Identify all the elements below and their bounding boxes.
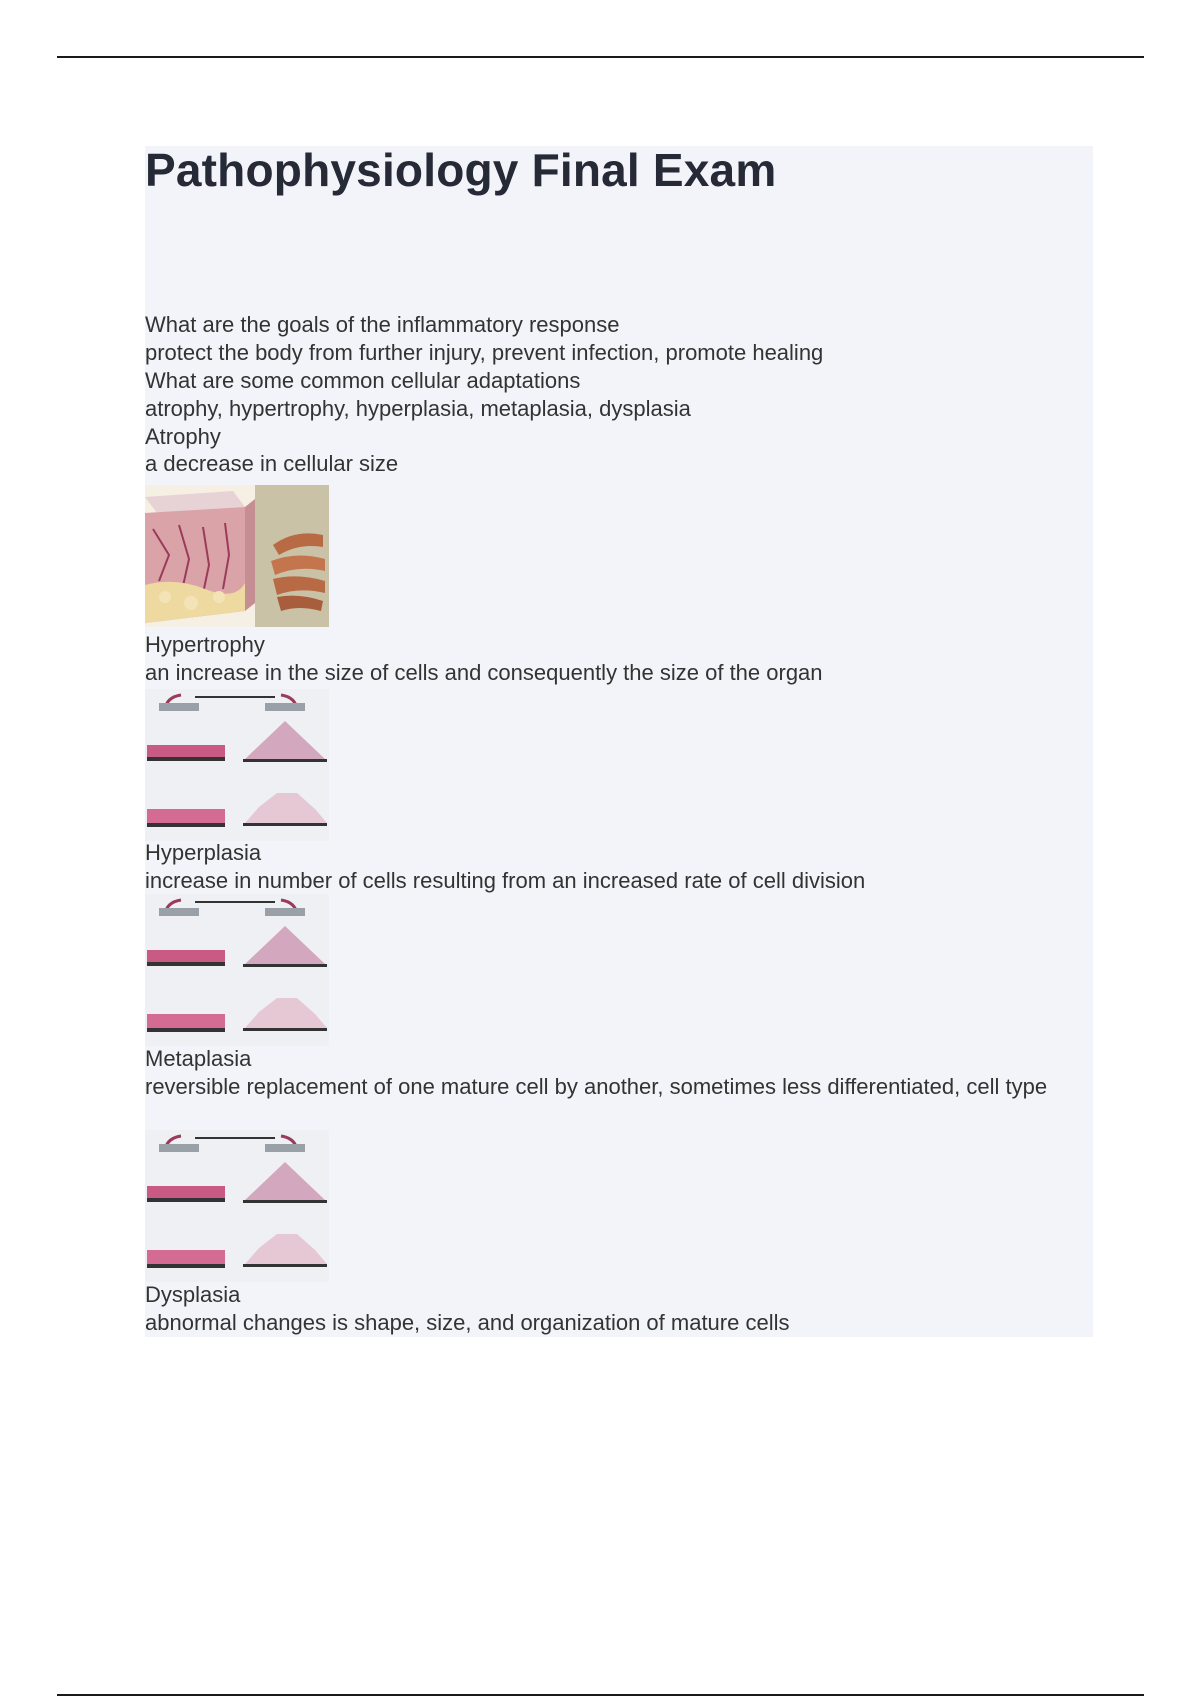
question-inflammatory-goals: What are the goals of the inflammatory response: [145, 312, 620, 337]
term-hyperplasia: Hyperplasia: [145, 840, 262, 865]
definition-metaplasia: reversible replacement of one mature cell by another, sometimes less differentiated, cell type: [145, 1074, 1048, 1099]
term-hypertrophy: Hypertrophy: [145, 632, 265, 657]
definition-hyperplasia: increase in number of cells resulting from an increased rate of cell division: [145, 868, 866, 893]
answer-cellular-adaptations: atrophy, hypertrophy, hyperplasia, metaplasia, dysplasia: [145, 396, 691, 421]
question-cellular-adaptations: What are some common cellular adaptations: [145, 368, 581, 393]
top-rule: [57, 56, 1144, 58]
page-title: Pathophysiology Final Exam: [145, 144, 777, 196]
definition-hypertrophy: an increase in the size of cells and consequently the size of the organ: [145, 660, 823, 685]
definition-dysplasia: abnormal changes is shape, size, and organization of mature cells: [145, 1310, 790, 1335]
term-dysplasia: Dysplasia: [145, 1282, 241, 1307]
bottom-rule: [57, 1694, 1144, 1696]
definition-atrophy: a decrease in cellular size: [145, 451, 399, 476]
hyperplasia-illustration: [145, 894, 329, 1046]
atrophy-illustration: [145, 485, 329, 627]
term-atrophy: Atrophy: [145, 424, 221, 449]
term-metaplasia: Metaplasia: [145, 1046, 252, 1071]
hypertrophy-illustration: [145, 689, 329, 841]
answer-inflammatory-goals: protect the body from further injury, prevent infection, promote healing: [145, 340, 824, 365]
metaplasia-illustration: [145, 1130, 329, 1282]
